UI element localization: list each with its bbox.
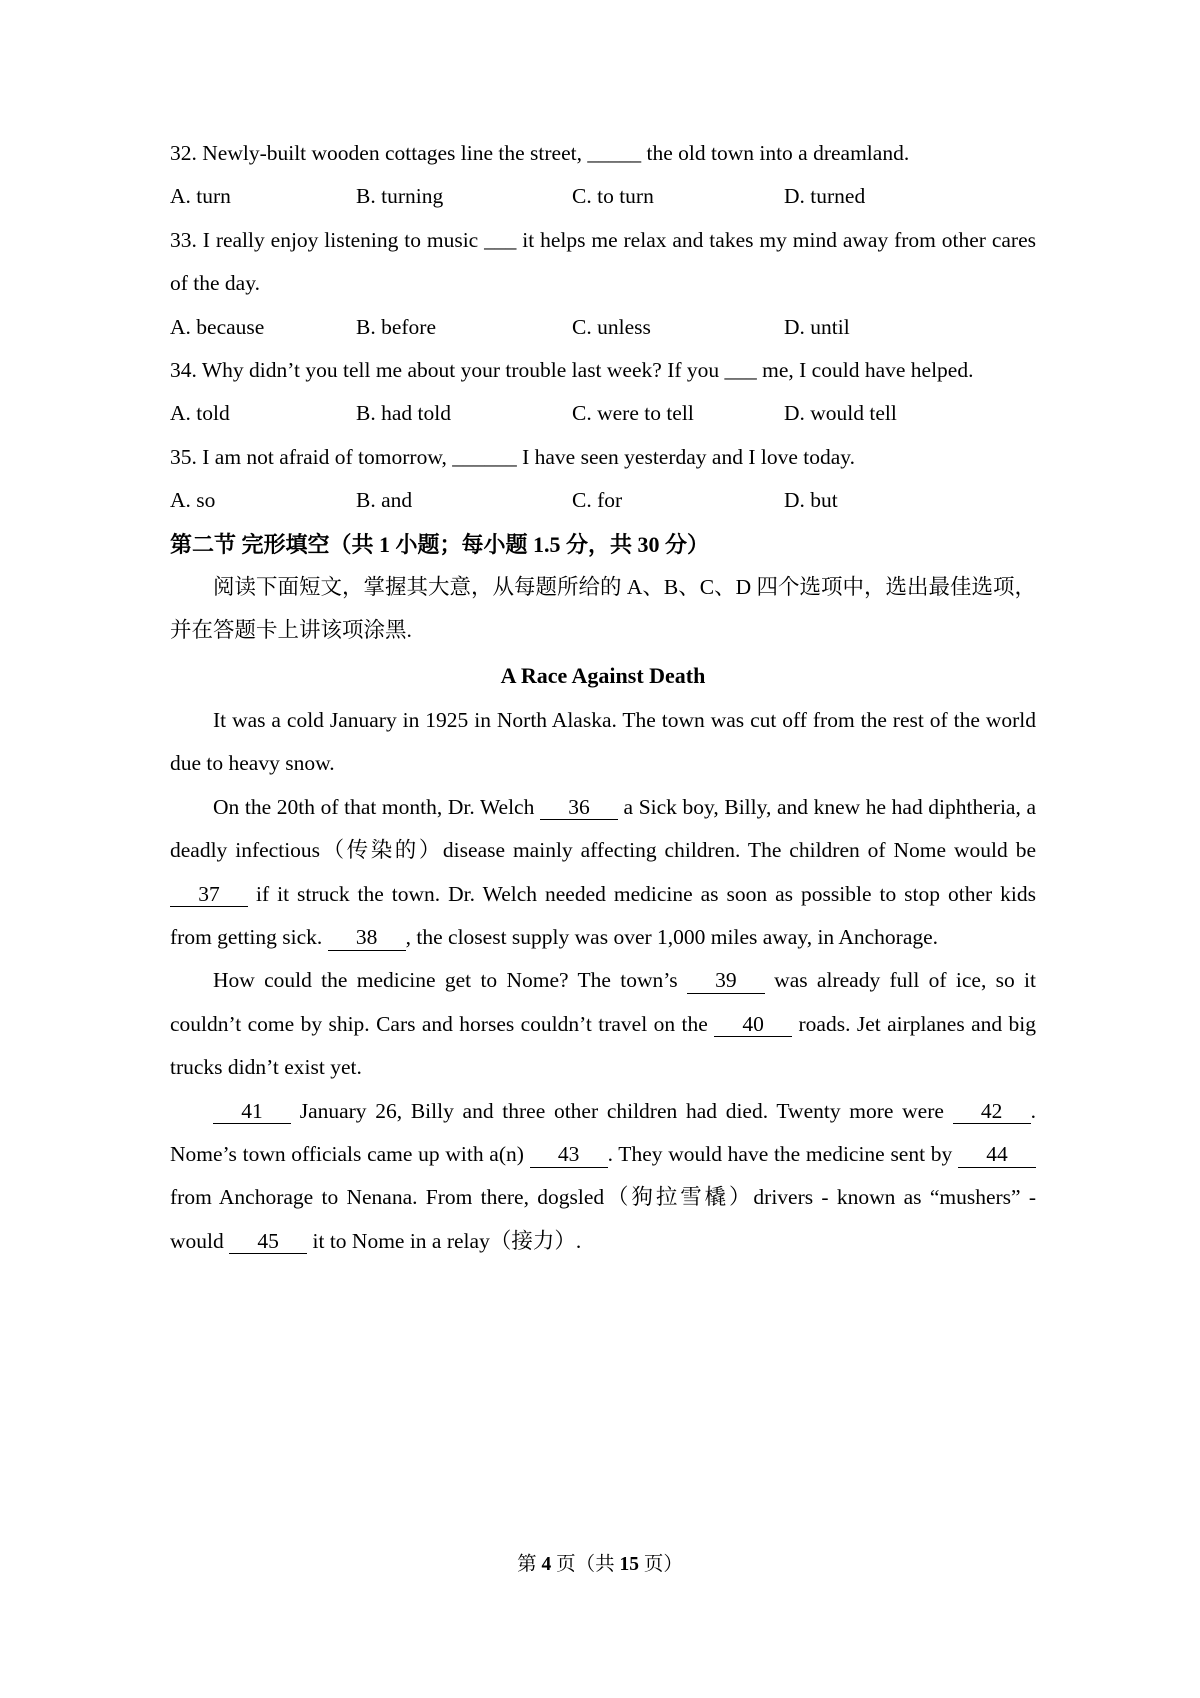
passage-paragraph-2: On the 20th of that month, Dr. Welch 36 a Sick boy, Billy, and knew he had diphtheria, a deadly infectious（传染的）disease mainly affecting children. The children of Nome would be37 if it struck the town. Dr. Welch needed medicine as soon as possible to stop other kids from getting sick. 38 , the closest supply was over 1,000 miles away, in Anchorage. [170,794,1036,949]
option-32-d: D. turned [784,184,866,209]
section2-instructions: 阅读下面短文，掌握其大意，从每题所给的 A、B、C、D 四个选项中，选出最佳选项，并在答题卡上讲该项涂黑. [170,575,1036,643]
option-34-c: C. were to tell [572,401,694,426]
cloze-blank-44: 44 [958,1142,1036,1168]
section2-header: 第二节 完形填空（共 1 小题；每小题 1.5 分，共 30 分） [170,531,710,557]
cloze-blank-38: 38 [328,925,406,951]
question-options-35 [170,479,1036,522]
question-stem-32: 32. Newly-built wooden cottages line the street, _____ the old town into a dreamland. [170,141,910,165]
question-options-32 [170,175,1036,218]
cloze-blank-39: 39 [687,968,765,994]
page-footer [0,1550,1200,1580]
question-options-34 [170,392,1036,435]
cloze-blank-37: 37 [170,882,248,908]
option-32-c: C. to turn [572,184,654,209]
footer-total-pages: 15 [619,1554,639,1575]
option-32-a: A. turn [170,184,231,209]
footer-page-number: 4 [541,1554,552,1575]
footer-suffix: 页） [639,1554,683,1575]
footer-prefix: 第 [517,1554,542,1575]
option-33-c: C. unless [572,314,651,339]
question-stem-35: 35. I am not afraid of tomorrow, ______ I have seen yesterday and I love today. [170,444,855,469]
option-33-b: B. before [356,314,436,339]
passage-paragraph-4: 41 January 26, Billy and three other children had died. Twenty more were 42 . Nome’s town officials came up with a(n) 43 . They would have the medicine sent by 44 from Anchorage to Nenana. From there, dogsled（狗拉雪橇）drivers - known as “mushers” - would 45 it to Nome in a relay（接力）. [170,1098,1036,1253]
question-options-33 [170,306,1036,349]
cloze-blank-41: 41 [213,1099,291,1125]
option-33-a: A. because [170,314,265,339]
cloze-blank-43: 43 [530,1142,608,1168]
cloze-blank-36: 36 [540,795,618,821]
option-35-c: C. for [572,488,623,513]
passage-paragraph-1: It was a cold January in 1925 in North Alaska. The town was cut off from the rest of the world due to heavy snow. [170,707,1036,776]
passage-paragraph-3: How could the medicine get to Nome? The town’s 39 was already full of ice, so it couldn’t come by ship. Cars and horses couldn’t travel on the 40 roads. Jet airplanes and big trucks didn’t exist yet. [170,968,1036,1080]
option-34-d: D. would tell [784,401,897,426]
question-stem-34: 34. Why didn’t you tell me about your trouble last week? If you ___ me, I could have helped. [170,358,974,383]
option-35-b: B. and [356,488,413,513]
option-33-d: D. until [784,314,850,339]
option-35-a: A. so [170,488,216,513]
cloze-blank-42: 42 [953,1099,1031,1125]
page-content [170,132,1036,1263]
option-35-d: D. but [784,488,838,513]
option-34-a: A. told [170,401,230,426]
question-stem-33: 33. I really enjoy listening to music ___ it helps me relax and takes my mind away from other cares of the day. [170,227,1036,296]
option-32-b: B. turning [356,184,444,209]
footer-middle: 页（共 [551,1554,620,1575]
option-34-b: B. had told [356,401,451,426]
cloze-blank-45: 45 [229,1229,307,1255]
passage-title: A Race Against Death [500,662,706,688]
cloze-blank-40: 40 [714,1012,792,1038]
